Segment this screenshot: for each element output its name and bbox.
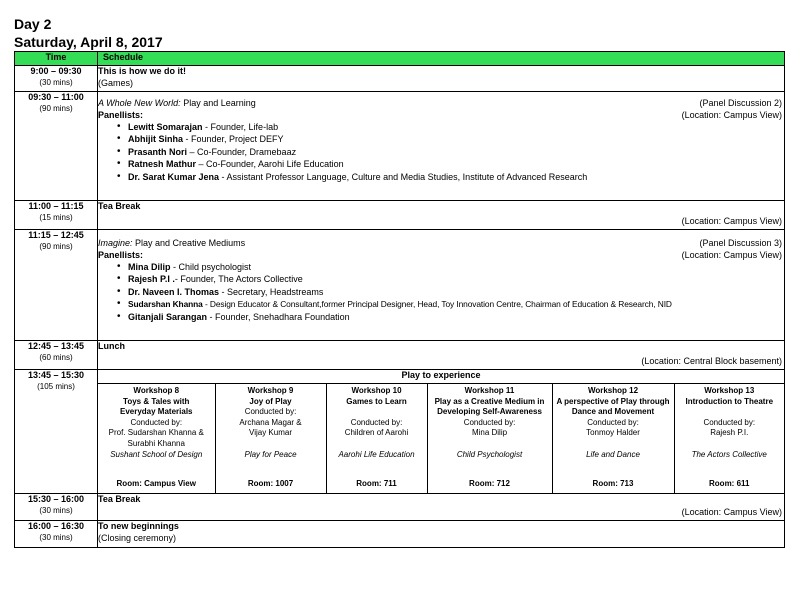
- workshop-facilitator: Rajesh P.I.: [710, 428, 749, 438]
- panellist-list: [98, 121, 784, 183]
- panellist-role: – Co-Founder, Aarohi Life Education: [196, 159, 344, 170]
- panellist-name: Prasanth Nori: [128, 146, 188, 157]
- session-cell: [98, 494, 785, 521]
- panellist-name: Dr. Sarat Kumar Jena: [128, 171, 220, 182]
- panellist-list: [98, 261, 784, 323]
- workshop-name: Dance and Movement: [571, 407, 655, 417]
- session-title: Tea Break: [98, 494, 141, 504]
- session-title-italic: Imagine:: [98, 238, 133, 248]
- schedule-row: [15, 92, 785, 201]
- panellist-name: Rajesh P.I .: [128, 274, 175, 285]
- workshop-name: Games to Learn: [346, 396, 407, 406]
- workshop-name: Joy of Play: [249, 396, 292, 406]
- duration: (30 mins): [39, 505, 73, 515]
- schedule-row: [15, 370, 785, 384]
- workshop-room: Room: 611: [709, 479, 750, 489]
- workshop-number: Workshop 9: [247, 386, 294, 395]
- workshop-cell: [674, 384, 784, 493]
- workshop-facilitator: Prof. Sudarshan Khanna &: [108, 428, 204, 438]
- panellist-name: Lewitt Somarajan: [128, 122, 203, 132]
- workshop-organisation: Sushant School of Design: [110, 449, 203, 459]
- day-heading: Day 2: [14, 16, 52, 32]
- panellist-item: [128, 286, 784, 298]
- schedule-row: [15, 341, 785, 370]
- session-cell: [98, 66, 785, 92]
- date-heading: Saturday, April 8, 2017: [14, 34, 163, 50]
- schedule-row: [15, 521, 785, 548]
- session-title-rest: Play and Learning: [180, 98, 256, 108]
- panellist-name: Sudarshan Khanna: [128, 299, 203, 310]
- time-range: 12:45 – 13:45: [27, 341, 85, 351]
- time-cell: [15, 370, 98, 494]
- workshop-name: Toys & Tales with: [123, 396, 190, 406]
- session-location: (Location: Campus View): [681, 506, 782, 517]
- time-range: 13:45 – 15:30: [27, 370, 85, 380]
- panellist-name: Mina Dilip: [128, 262, 171, 272]
- panellist-role: - Founder, Life-lab: [202, 122, 279, 132]
- session-location: (Location: Campus View): [681, 215, 782, 226]
- conducted-by-label: Conducted by:: [130, 417, 183, 427]
- panellist-item: [128, 121, 784, 133]
- time-range: 16:00 – 16:30: [27, 521, 85, 531]
- panellist-name: Abhijit Sinha: [128, 134, 183, 145]
- session-cell: [98, 230, 785, 341]
- schedule-header: Schedule: [98, 52, 785, 66]
- conducted-by-label: Conducted by:: [244, 407, 297, 417]
- workshop-name: Everyday Materials: [120, 407, 193, 417]
- time-header: Time: [15, 52, 98, 66]
- conducted-by-label: Conducted by:: [703, 417, 756, 427]
- workshop-name: Introduction to Theatre: [685, 396, 774, 406]
- workshops-cell: [98, 384, 785, 494]
- session-title-rest: Play and Creative Mediums: [132, 238, 246, 248]
- session-title: To new beginnings: [98, 521, 179, 531]
- duration: (30 mins): [39, 77, 73, 87]
- workshop-number: Workshop 11: [464, 386, 515, 395]
- session-cell: [98, 201, 785, 230]
- panellist-role: - Secretary, Headstreams: [219, 286, 324, 297]
- session-type: (Panel Discussion 3): [699, 238, 782, 248]
- schedule-row: [15, 201, 785, 230]
- time-cell: [15, 494, 98, 521]
- workshop-number: Workshop 10: [351, 386, 402, 395]
- time-range: 11:15 – 12:45: [28, 230, 84, 240]
- workshop-number: Workshop 8: [133, 386, 180, 395]
- schedule-row: [15, 66, 785, 92]
- panellist-role: – Co-Founder, Dramebaaz: [187, 146, 297, 157]
- time-range: 9:00 – 09:30: [30, 66, 82, 76]
- time-range: 15:30 – 16:00: [27, 494, 85, 504]
- schedule-row: [15, 494, 785, 521]
- session-cell: [98, 521, 785, 548]
- time-range: 11:00 – 11:15: [28, 201, 84, 211]
- workshop-room: Room: 711: [356, 479, 397, 489]
- conducted-by-label: Conducted by:: [463, 417, 516, 427]
- workshops-row: [15, 384, 785, 494]
- workshop-name: Developing Self-Awareness: [437, 407, 542, 417]
- workshop-cell: [98, 384, 215, 493]
- session-title: [98, 238, 784, 250]
- workshop-cell: [552, 384, 674, 493]
- workshop-facilitator: Surabhi Khanna: [127, 438, 185, 448]
- workshop-name: Play as a Creative Medium in: [434, 396, 545, 406]
- conducted-by-label: Conducted by:: [587, 417, 639, 427]
- time-cell: [15, 521, 98, 548]
- panellist-role: - Design Educator & Consultant,former Principal Designer, Head, Toy Innovation Centre, Chairman of Education & Research, NID: [202, 299, 672, 310]
- session-location: (Location: Central Block basement): [641, 355, 782, 366]
- session-note: (Games): [98, 77, 134, 88]
- panellist-item: [128, 298, 784, 310]
- workshop-organisation: Life and Dance: [586, 449, 640, 459]
- workshops-table: [98, 384, 784, 493]
- duration: (90 mins): [39, 241, 73, 251]
- panellist-role: - Child psychologist: [170, 262, 252, 272]
- duration: (105 mins): [37, 381, 75, 391]
- time-cell: [15, 201, 98, 230]
- duration: (30 mins): [39, 532, 73, 542]
- conducted-by-label: Conducted by:: [350, 417, 403, 427]
- workshop-room: Room: Campus View: [116, 479, 196, 489]
- panellist-role: - Assistant Professor Language, Culture and Media Studies, Institute of Advanced Research: [219, 171, 588, 182]
- panellist-name: Gitanjali Sarangan: [128, 311, 208, 322]
- workshop-organisation: The Actors Collective: [691, 449, 767, 459]
- panellist-name: Ratnesh Mathur: [128, 159, 197, 170]
- session-title: This is how we do it!: [98, 66, 187, 76]
- workshop-room: Room: 1007: [247, 479, 294, 489]
- session-note: (Closing ceremony): [98, 532, 177, 543]
- panellist-name: Dr. Naveen I. Thomas: [128, 286, 220, 297]
- panellist-item: [128, 146, 784, 158]
- session-title: [98, 98, 784, 110]
- duration: (15 mins): [39, 212, 73, 222]
- workshop-number: Workshop 13: [704, 386, 755, 395]
- workshops-title: Play to experience: [98, 370, 785, 384]
- header-row: [15, 52, 785, 66]
- panellists-label: Panellists:: [98, 249, 144, 260]
- session-type: (Panel Discussion 2): [699, 98, 782, 108]
- time-range: 09:30 – 11:00: [28, 92, 84, 102]
- time-cell: [15, 230, 98, 341]
- panellists-label: Panellists:: [98, 109, 144, 120]
- workshop-facilitator: Archana Magar &: [239, 417, 302, 427]
- workshop-organisation: Play for Peace: [244, 449, 297, 459]
- panellist-item: [128, 261, 784, 273]
- workshop-organisation: Aarohi Life Education: [338, 449, 415, 459]
- workshop-facilitator: Vijay Kumar: [249, 428, 292, 438]
- duration: (60 mins): [39, 352, 73, 362]
- panellist-item: [128, 158, 784, 170]
- session-cell: [98, 341, 785, 370]
- workshop-facilitator: Tonmoy Halder: [586, 428, 640, 438]
- time-cell: [15, 92, 98, 201]
- panellist-role: - Founder, The Actors Collective: [174, 274, 303, 285]
- panellist-item: [128, 311, 784, 323]
- workshop-facilitator: Children of Aarohi: [344, 428, 409, 438]
- panellist-role: - Founder, Project DEFY: [183, 134, 284, 145]
- panellist-item: [128, 171, 784, 183]
- session-title: Lunch: [98, 341, 125, 351]
- schedule-table: [14, 51, 785, 548]
- session-location: (Location: Campus View): [681, 249, 782, 260]
- workshop-facilitator: Mina Dilip: [471, 428, 508, 438]
- workshop-cell: [427, 384, 552, 493]
- workshop-room: Room: 713: [592, 479, 634, 489]
- workshop-name: A perspective of Play through: [556, 396, 670, 406]
- panellist-item: [128, 133, 784, 145]
- duration: (90 mins): [39, 103, 73, 113]
- time-cell: [15, 66, 98, 92]
- workshop-organisation: Child Psychologist: [456, 449, 523, 459]
- workshop-cell: [215, 384, 326, 493]
- time-cell: [15, 341, 98, 370]
- workshop-cell: [326, 384, 427, 493]
- panellist-item: [128, 273, 784, 285]
- session-title-italic: A Whole New World:: [98, 98, 181, 108]
- workshop-number: Workshop 12: [587, 386, 639, 395]
- session-title: Tea Break: [98, 201, 141, 211]
- workshop-room: Room: 712: [469, 479, 510, 489]
- session-location: (Location: Campus View): [681, 109, 782, 120]
- session-cell: [98, 92, 785, 201]
- panellist-role: - Founder, Snehadhara Foundation: [207, 311, 350, 322]
- schedule-row: [15, 230, 785, 341]
